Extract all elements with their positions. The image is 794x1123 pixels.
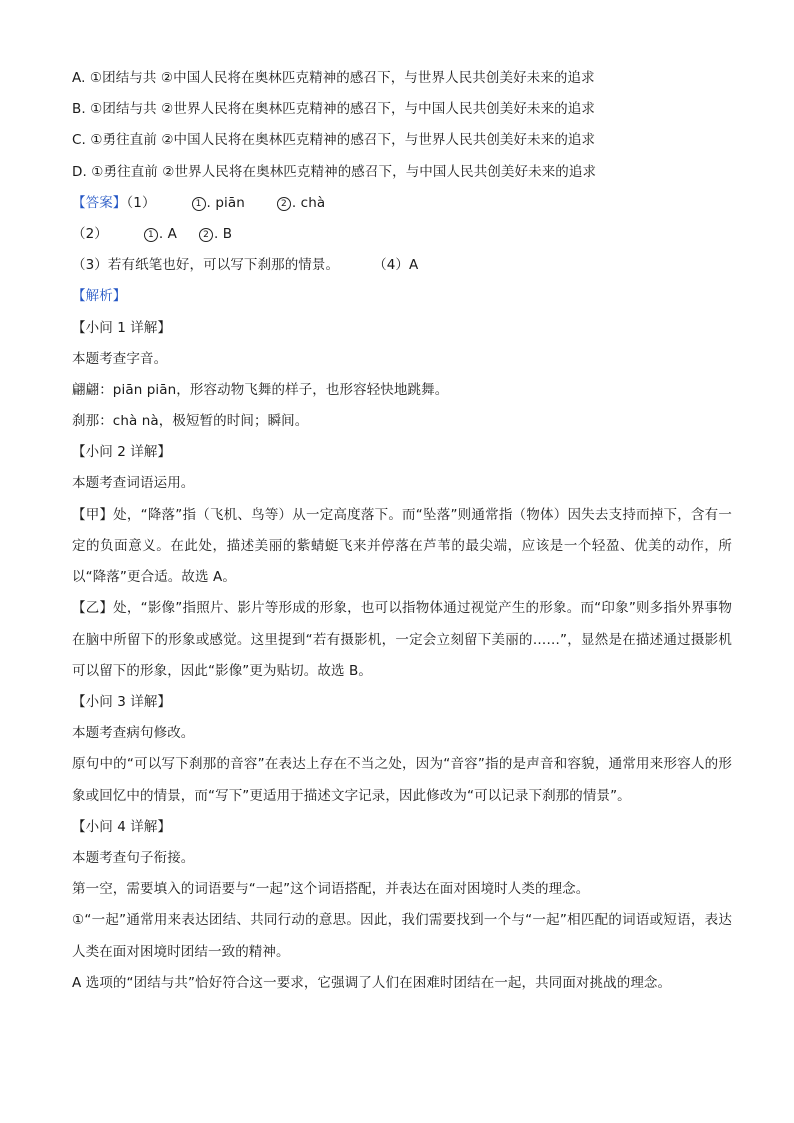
circled-number-icon: 2 [199, 228, 213, 242]
section-paragraph: 本题考查病句修改。 [72, 725, 195, 742]
section-title: 【小问 4 详解】 [72, 818, 172, 835]
section-paragraph: 【乙】处，“影像”指照片、影片等形成的形象，也可以指物体通过视觉产生的形象。而“印象”则多指外界事物在脑中所留下的形象或感觉。这里提到“若有摄影机，一定会立刻留下美丽的……”，显然是在描述通过摄影机可以留下的形象，因此“影像”更为贴切。故选 B。 [72, 600, 732, 679]
answer-line-2: （2） 1 . A 2 . B [72, 225, 233, 242]
answer-heading: 【答案】 [72, 194, 127, 211]
section-paragraph: ①“一起”通常用来表达团结、共同行动的意思。因此，我们需要找到一个与“一起”相匹配的词语或短语，表达人类在面对困境时团结一致的精神。 [72, 912, 732, 960]
analysis-sections [72, 313, 732, 999]
circled-number-icon: 1 [144, 228, 158, 242]
section-paragraph: 本题考查字音。 [72, 350, 168, 367]
section-paragraph: 本题考查词语运用。 [72, 475, 195, 492]
circled-number-icon: 1 [192, 197, 206, 211]
answer-line-1: 【答案】（1） 1 . piān 2 . chà [72, 194, 326, 211]
answer-line-3: （3）若有纸笔也好，可以写下刹那的情景。 （4）A [72, 257, 419, 274]
option-b: B. ①团结与共 ②世界人民将在奥林匹克精神的感召下，与中国人民共创美好未来的追求 [72, 101, 595, 118]
section-paragraph: 第一空，需要填入的词语要与“一起”这个词语搭配，并表达在面对困境时人类的理念。 [72, 881, 590, 898]
analysis-heading: 【解析】 [72, 288, 127, 305]
option-a: A. ①团结与共 ②中国人民将在奥林匹克精神的感召下，与世界人民共创美好未来的追求 [72, 70, 595, 86]
section-paragraph: 原句中的“可以写下刹那的音容”在表达上存在不当之处，因为“音容”指的是声音和容貌，通常用来形容人的形象或回忆中的情景，而“写下”更适用于描述文字记录，因此修改为“可以记录下刹那的情景”。 [72, 756, 732, 804]
section-title: 【小问 2 详解】 [72, 444, 172, 461]
section-paragraph: A 选项的“团结与共”恰好符合这一要求，它强调了人们在困难时团结在一起，共同面对挑战的理念。 [72, 974, 672, 991]
section-paragraph: 【甲】处，“降落”指（飞机、鸟等）从一定高度落下。而“坠落”则通常指（物体）因失去支持而掉下，含有一定的负面意义。在此处，描述美丽的紫蜻蜓飞来并停落在芦苇的最尖端，应该是一个轻盈、优美的动作，所以“降落”更合适。故选 A。 [72, 506, 732, 586]
section-paragraph: 本题考查句子衔接。 [72, 849, 195, 866]
option-c: C. ①勇往直前 ②中国人民将在奥林匹克精神的感召下，与世界人民共创美好未来的追求 [72, 132, 596, 149]
section-title: 【小问 1 详解】 [72, 319, 172, 336]
option-d: D. ①勇往直前 ②世界人民将在奥林匹克精神的感召下，与中国人民共创美好未来的追求 [72, 163, 597, 180]
document-page [72, 63, 732, 999]
section-paragraph: 刹那：chà nà，极短暂的时间；瞬间。 [72, 413, 309, 430]
section-paragraph: 翩翩：piān piān，形容动物飞舞的样子，也形容轻快地跳舞。 [72, 381, 449, 398]
section-title: 【小问 3 详解】 [72, 693, 172, 710]
circled-number-icon: 2 [277, 197, 291, 211]
option-list [72, 63, 732, 188]
